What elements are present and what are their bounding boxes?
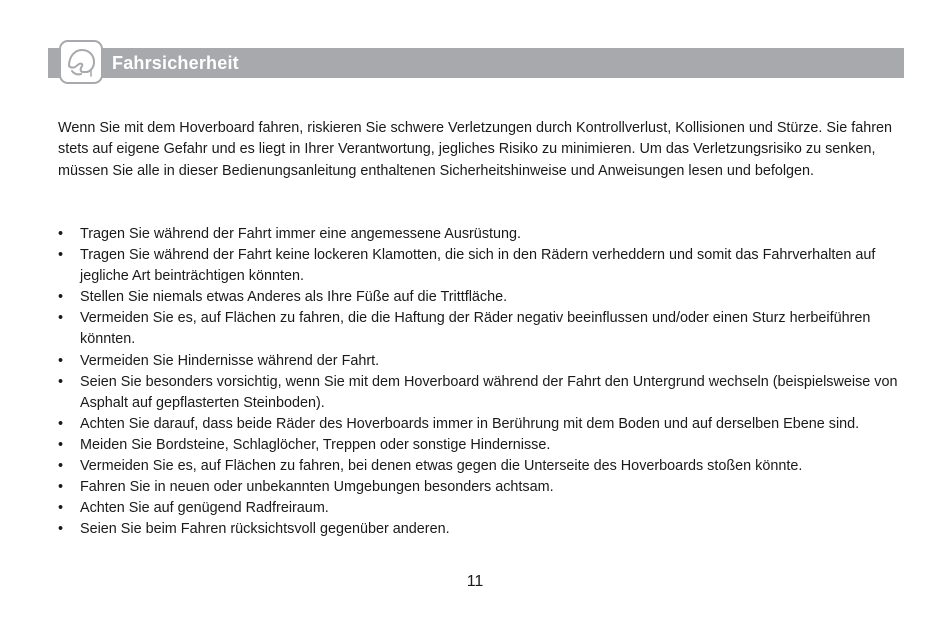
- list-item-text: Seien Sie beim Fahren rücksichtsvoll gegenüber anderen.: [80, 521, 450, 538]
- list-item: [58, 477, 898, 498]
- list-item-text: Achten Sie auf genügend Radfreiraum.: [80, 500, 329, 517]
- list-item-text: Vermeiden Sie es, auf Flächen zu fahren, die die Haftung der Räder negativ beeinflussen und/oder einen Sturz herbeiführen könnten.: [80, 310, 871, 348]
- bullet-icon: •: [58, 479, 64, 496]
- list-item: [58, 308, 898, 350]
- bullet-icon: •: [58, 458, 64, 475]
- bullet-icon: •: [58, 521, 64, 538]
- list-item-text: Vermeiden Sie Hindernisse während der Fahrt.: [80, 352, 380, 369]
- list-item: [58, 435, 898, 456]
- bullet-icon: •: [58, 436, 64, 453]
- list-item: [58, 498, 898, 519]
- list-item-text: Meiden Sie Bordsteine, Schlaglöcher, Treppen oder sonstige Hindernisse.: [80, 436, 551, 453]
- bullet-icon: •: [58, 500, 64, 517]
- list-item-text: Vermeiden Sie es, auf Flächen zu fahren, bei denen etwas gegen die Unterseite des Hoverboards stoßen könnte.: [80, 458, 803, 475]
- list-item: [58, 224, 898, 245]
- bullet-icon: •: [58, 415, 64, 432]
- bullet-icon: •: [58, 373, 64, 390]
- bullet-icon: •: [58, 247, 64, 264]
- list-item: [58, 456, 898, 477]
- list-item-text: Fahren Sie in neuen oder unbekannten Umgebungen besonders achtsam.: [80, 479, 554, 496]
- section-title: Fahrsicherheit: [112, 53, 239, 73]
- list-item-text: Tragen Sie während der Fahrt immer eine angemessene Ausrüstung.: [80, 226, 522, 242]
- list-item-text: Stellen Sie niemals etwas Anderes als Ihre Füße auf die Trittfläche.: [80, 289, 508, 306]
- list-item-text: Achten Sie darauf, dass beide Räder des Hoverboards immer in Berührung mit dem Boden und auf derselben Ebene sind.: [80, 415, 860, 432]
- safety-rules-list: [58, 224, 898, 540]
- list-item: [58, 414, 898, 435]
- intro-paragraph: Wenn Sie mit dem Hoverboard fahren, riskieren Sie schwere Verletzungen durch Kontrollverlust, Kollisionen und Stürze. Sie fahren stets auf eigene Gefahr und es liegt in Ihrer Verantwortung, jegliches Risiko zu minimieren. Um das Verletzungsrisiko zu senken, müssen Sie alle in dieser Bedienungsanleitung enthaltenen Sicherheitshinweise und Anweisungen lesen und befolgen.: [58, 120, 893, 179]
- list-item: [58, 351, 898, 372]
- bullet-icon: •: [58, 226, 64, 242]
- bullet-icon: •: [58, 289, 64, 306]
- bullet-icon: •: [58, 352, 64, 369]
- page-number: 11: [466, 573, 484, 590]
- bullet-icon: •: [58, 310, 64, 327]
- list-item: [58, 287, 898, 308]
- list-item: [58, 245, 898, 287]
- helmet-icon: [59, 40, 103, 84]
- list-item: [58, 372, 898, 414]
- list-item-text: Seien Sie besonders vorsichtig, wenn Sie mit dem Hoverboard während der Fahrt den Untergrund wechseln (beispielsweise von Asphalt auf gepflasterten Steinboden).: [80, 373, 898, 411]
- list-item-text: Tragen Sie während der Fahrt keine lockeren Klamotten, die sich in den Rädern verheddern und somit das Fahrverhalten auf jegliche Art beinträchtigen könnten.: [80, 247, 876, 285]
- list-item: [58, 519, 898, 540]
